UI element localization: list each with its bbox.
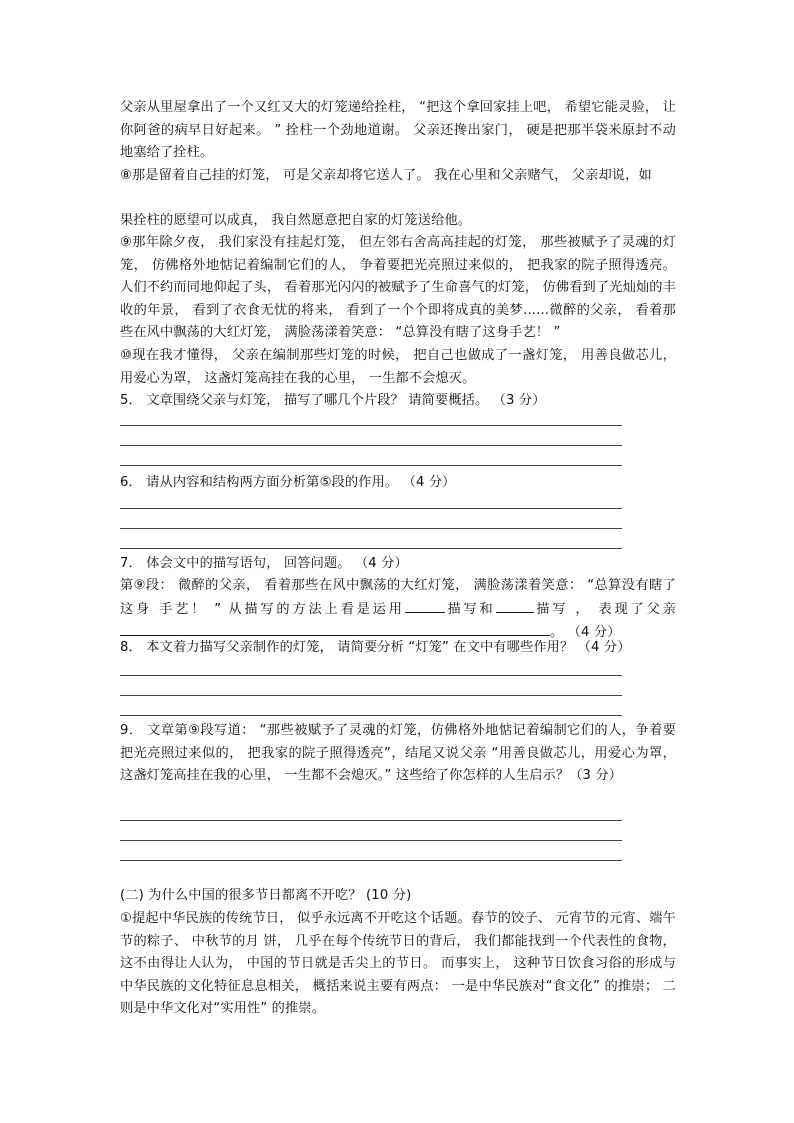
question-7-end: 。 （4 分） — [550, 625, 621, 640]
answer-blank-expression[interactable] — [120, 621, 550, 636]
answer-line[interactable] — [120, 445, 622, 446]
answer-line[interactable] — [120, 860, 622, 861]
answer-line[interactable] — [120, 840, 622, 841]
question-6: 6． 请从内容和结构两方面分析第⑤段的作用。 （4 分） — [120, 475, 456, 490]
question-7-body — [120, 575, 676, 645]
answer-blank-method-1[interactable] — [405, 598, 445, 613]
answer-line[interactable] — [120, 820, 622, 821]
question-8: 8． 本文着力描写父亲制作的灯笼， 请简要分析 “灯笼” 在文中有哪些作用？ （4 分） — [120, 640, 631, 655]
answer-line[interactable] — [120, 548, 622, 549]
passage-two-paragraph-1: ①提起中华民族的传统节日， 似乎永远离不开吃这个话题。春节的饺子、 元宵节的元宵、端午节的粽子、 中秋节的月 饼， 几乎在每个传统节日的背后， 我们都能找到一个代表性的食物，这不由得让人认为， 中国的节日就是舌尖上的节日。 而事实上， 这种节日饮食习俗的形成与中华民族的文化特征息息相关， 概括来说主要有两点： 一是中华民族对“食文化” 的推崇； 二则是中华文化对“实用性” 的推崇。 — [120, 911, 676, 1016]
passage-paragraph-8a: ⑧那是留着自己挂的灯笼， 可是父亲却将它送人了。 我在心里和父亲赌气， 父亲却说，如 — [120, 168, 652, 183]
question-7-quote: 第⑨段： 微醉的父亲， 看着那些在风中飘荡的大红灯笼， 满脸荡漾着笑意： “总算没有瞎了这身 手艺！ ” 从描写的方法上看是运用 — [120, 578, 676, 617]
question-7-title: 7． 体会文中的描写语句， 回答问题。 （4 分） — [120, 556, 408, 571]
answer-line[interactable] — [120, 425, 622, 426]
question-9: 9． 文章第⑨段写道： “那些被赋予了灵魂的灯笼，仿佛格外地惦记着编制它们的人，争着要把光亮照过来似的， 把我家的院子照得透亮”，结尾又说父亲 “用善良做芯儿，用爱心为罩，这盏灯笼高挂在我的心里， 一生都不会熄灭。” 这些给了你怎样的人生启示？（3 分） — [120, 723, 676, 783]
passage-paragraph-8b: 果拴柱的愿望可以成真， 我自然愿意把自家的灯笼送给他。 — [120, 213, 472, 228]
answer-blank-method-2[interactable] — [496, 598, 534, 613]
passage-paragraph-7: 父亲从里屋拿出了一个又红又大的灯笼递给拴柱， “把这个拿回家挂上吧， 希望它能灵验， 让你阿爸的病早日好起来。 ” 拴柱一个劲地道谢。 父亲还搀出家门， 硬是把那半袋米原封不动地塞给了拴柱。 — [120, 100, 676, 160]
passage-paragraph-10: ⑩现在我才懂得， 父亲在编制那些灯笼的时候， 把自己也做成了一盏灯笼， 用善良做芯儿，用爱心为罩， 这盏灯笼高挂在我的心里， 一生都不会熄灭。 — [120, 348, 676, 386]
passage-two-title: (二) 为什么中国的很多节日都离不开吃？ (10 分) — [120, 888, 412, 903]
answer-line[interactable] — [120, 465, 622, 466]
passage-paragraph-9: ⑨那年除夕夜， 我们家没有挂起灯笼， 但左邻右舍高高挂起的灯笼， 那些被赋予了灵魂的灯笼， 仿佛格外地惦记着编制它们的人， 争着要把光亮照过来似的， 把我家的院子照得透亮。人们不约而同地仰起了头， 看着那光闪闪的被赋予了生命喜气的灯笼， 仿佛看到了光灿灿的丰收的年景， 看到了衣食无忧的将来， 看到了一个个即将成真的美梦......微醉的父亲， 看着那些在风中飘荡的大红灯笼， 满脸荡漾着笑意： “总算没有瞎了这身手艺！ ” — [120, 235, 676, 340]
answer-line[interactable] — [120, 508, 622, 509]
answer-line[interactable] — [120, 675, 622, 676]
answer-line[interactable] — [120, 528, 622, 529]
answer-line[interactable] — [120, 695, 622, 696]
answer-line[interactable] — [120, 715, 622, 716]
question-7-mid-2: 描写 ， 表现了父亲 — [533, 601, 677, 617]
question-7-mid-1: 描写和 — [444, 601, 496, 617]
question-5: 5． 文章围绕父亲与灯笼， 描写了哪几个片段？ 请简要概括。 （3 分） — [120, 393, 546, 408]
